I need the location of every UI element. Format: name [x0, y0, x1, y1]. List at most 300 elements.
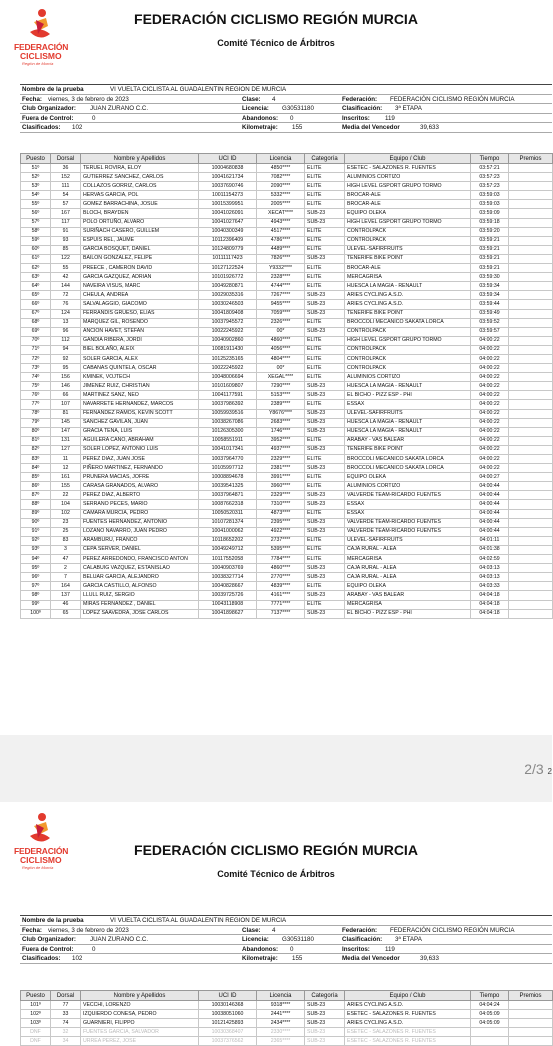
cell-premios	[509, 573, 553, 582]
cell-equipo: HUESCA LA MAGIA - RENAULT	[345, 427, 471, 436]
cell-puesto: 89º	[21, 509, 51, 518]
cell-nombre: FUENTES HERNANDEZ, ANTONIO	[81, 518, 199, 527]
cell-uci-id: 10050520311	[199, 509, 257, 518]
cell-equipo: VALVERDE TEAM-RICARDO FUENTES	[345, 491, 471, 500]
cell-licencia: 00*	[257, 327, 305, 336]
cell-categoria: ELITE	[305, 200, 345, 209]
cell-uci-id: 10041026091	[199, 209, 257, 218]
cell-nombre: NAVARRETE HERNANDEZ, MARCOS	[81, 400, 199, 409]
cell-categoria: ELITE	[305, 600, 345, 609]
cell-licencia: 4873****	[257, 509, 305, 518]
cell-premios	[509, 555, 553, 564]
cell-equipo: ESSAX	[345, 509, 471, 518]
table-row	[21, 336, 553, 345]
cell-puesto: 74º	[21, 373, 51, 382]
cell-categoria: ELITE	[305, 236, 345, 245]
cell-equipo: ESETEC - SALAZONES R. FUENTES	[345, 1028, 471, 1037]
cell-equipo: CONTROLPACK	[345, 227, 471, 236]
cell-premios	[509, 373, 553, 382]
cell-categoria: SUB-23	[305, 209, 345, 218]
cell-nombre: GRACIA TENA, LUIS	[81, 427, 199, 436]
cell-uci-id: 10015399951	[199, 200, 257, 209]
col-uci-id: UCI ID	[199, 154, 257, 164]
zoom-value: 2	[547, 767, 552, 776]
document-subtitle: Comité Técnico de Árbitros	[217, 38, 335, 48]
table-row	[21, 445, 553, 454]
inscritos-label: Inscritos:	[342, 945, 370, 953]
fuera-control-label: Fuera de Control:	[22, 945, 74, 953]
cell-equipo: MERCAGRISA	[345, 555, 471, 564]
cell-categoria: SUB-23	[305, 609, 345, 618]
cell-nombre: CEPA SERVER, DANIEL	[81, 545, 199, 554]
cell-tiempo: 03:59:21	[471, 264, 509, 273]
cell-categoria: ELITE	[305, 245, 345, 254]
results-table	[20, 153, 553, 619]
col-dorsal: Dorsal	[51, 154, 81, 164]
cell-equipo: ARIES CYCLING A.S.D.	[345, 1001, 471, 1010]
table-row	[21, 473, 553, 482]
cell-uci-id: 10037964871	[199, 491, 257, 500]
cell-nombre: CARASA GRANADOS, ALVARO	[81, 482, 199, 491]
cell-categoria: ELITE	[305, 345, 345, 354]
cell-equipo: BROCCOLI MECANICO SAKATA LORCA	[345, 464, 471, 473]
cell-uci-id: 10037945572	[199, 318, 257, 327]
cell-equipo: EQUIPO OLEKA	[345, 582, 471, 591]
table-row	[21, 1028, 553, 1037]
cell-licencia: 4489****	[257, 245, 305, 254]
cell-dorsal: 77	[51, 1001, 81, 1010]
cell-tiempo: 04:05:09	[471, 1019, 509, 1028]
cell-dorsal: 76	[51, 300, 81, 309]
cell-premios	[509, 300, 553, 309]
cell-uci-id: 10030246503	[199, 300, 257, 309]
cell-uci-id: 10107281374	[199, 518, 257, 527]
clasificados-value: 102	[72, 124, 83, 132]
cell-equipo: EQUIPO OLEKA	[345, 473, 471, 482]
col-equipo: Equipo / Club	[345, 991, 471, 1001]
cell-tiempo: 03:59:49	[471, 309, 509, 318]
cell-tiempo: 04:00:44	[471, 500, 509, 509]
page-counter: 2/3	[524, 761, 544, 777]
table-row	[21, 209, 553, 218]
table-row	[21, 227, 553, 236]
cell-dorsal: 2	[51, 564, 81, 573]
table-row	[21, 309, 553, 318]
cell-puesto: 95º	[21, 564, 51, 573]
cell-tiempo: 04:03:13	[471, 564, 509, 573]
cell-tiempo: 03:57:23	[471, 173, 509, 182]
cell-premios	[509, 445, 553, 454]
cell-licencia: 2090****	[257, 182, 305, 191]
cell-nombre: SOLER GARCIA, ALEX	[81, 354, 199, 363]
col-categoria: Categoría	[305, 991, 345, 1001]
cell-uci-id: 10004680838	[199, 164, 257, 173]
cell-nombre: TERUEL ROVIRA, ELOY	[81, 164, 199, 173]
table-row	[21, 518, 553, 527]
table-row	[21, 509, 553, 518]
cell-equipo: ALUMINIOS CORTIZO	[345, 173, 471, 182]
cell-uci-id: 10081911430	[199, 345, 257, 354]
table-row	[21, 1019, 553, 1028]
cell-dorsal: 74	[51, 1019, 81, 1028]
cell-dorsal: 72	[51, 291, 81, 300]
cell-uci-id: 10038327714	[199, 573, 257, 582]
cell-puesto: 61º	[21, 254, 51, 263]
cell-categoria: SUB-23	[305, 409, 345, 418]
cell-dorsal: 7	[51, 573, 81, 582]
cell-equipo: BROCCOLI MECANICO SAKATA LORCA	[345, 455, 471, 464]
cell-tiempo: 04:05:09	[471, 1010, 509, 1019]
cell-nombre: IZQUIERDO CONESA, PEDRO	[81, 1010, 199, 1019]
cell-tiempo: 03:57:23	[471, 182, 509, 191]
table-row	[21, 164, 553, 173]
abandonos-value: 0	[290, 114, 294, 122]
cell-uci-id: 10041000062	[199, 527, 257, 536]
table-row	[21, 218, 553, 227]
cell-uci-id: 10041621734	[199, 173, 257, 182]
cell-tiempo: 04:01:11	[471, 536, 509, 545]
cell-puesto: 56º	[21, 209, 51, 218]
cell-categoria: SUB-23	[305, 464, 345, 473]
table-row	[21, 436, 553, 445]
clase-label: Clase:	[242, 95, 261, 103]
cell-premios	[509, 436, 553, 445]
media-value: 39,633	[420, 955, 439, 963]
table-row	[21, 555, 553, 564]
cell-tiempo: 04:00:22	[471, 382, 509, 391]
cell-equipo: ARABAY - VAS BALEAR	[345, 436, 471, 445]
cell-licencia: 2683****	[257, 418, 305, 427]
cell-uci-id: 10041017341	[199, 445, 257, 454]
cell-equipo: ESETEC - SALAZONES R. FUENTES	[345, 164, 471, 173]
cell-tiempo: 04:00:22	[471, 354, 509, 363]
cell-premios	[509, 164, 553, 173]
table-row	[21, 536, 553, 545]
cell-licencia: 4056****	[257, 345, 305, 354]
cell-premios	[509, 264, 553, 273]
cell-dorsal: 23	[51, 518, 81, 527]
fuera-control-value: 0	[92, 945, 96, 953]
cell-puesto: 60º	[21, 245, 51, 254]
cell-nombre: GOMEZ BARRACHINA, JOSUE	[81, 200, 199, 209]
logo-line-3: Región de Murcia	[22, 61, 54, 66]
fuera-control-label: Fuera de Control:	[22, 114, 74, 122]
cell-puesto: 78º	[21, 409, 51, 418]
cell-puesto: 70º	[21, 336, 51, 345]
cell-categoria: SUB-23	[305, 418, 345, 427]
logo-line-3: Región de Murcia	[22, 865, 54, 870]
cell-licencia: 7137****	[257, 609, 305, 618]
cell-nombre: CALABUIG VAZQUEZ, ESTANISLAO	[81, 564, 199, 573]
table-row	[21, 391, 553, 400]
logo-line-1: FEDERACIÓN	[14, 42, 69, 52]
cell-dorsal: 155	[51, 482, 81, 491]
cell-licencia: 2326****	[257, 318, 305, 327]
cell-uci-id: 10118652202	[199, 536, 257, 545]
cell-uci-id: 10117552058	[199, 555, 257, 564]
kilometraje-label: Kilometraje:	[242, 955, 278, 963]
cell-licencia: 7059****	[257, 309, 305, 318]
club-value: JUAN ZURANO C.C.	[90, 936, 149, 944]
cell-premios	[509, 318, 553, 327]
page-indicator	[524, 761, 552, 777]
cell-uci-id: 10037986392	[199, 400, 257, 409]
cell-premios	[509, 500, 553, 509]
cell-equipo: CONTROLPACK	[345, 236, 471, 245]
cell-categoria: SUB-23	[305, 500, 345, 509]
cell-dorsal: 47	[51, 555, 81, 564]
cell-premios	[509, 409, 553, 418]
cell-puesto: 84º	[21, 464, 51, 473]
cell-dorsal: 137	[51, 591, 81, 600]
cell-dorsal: 92	[51, 354, 81, 363]
cell-puesto: 77º	[21, 400, 51, 409]
cell-nombre: LOPEZ SAAVEDRA, JOSE CARLOS	[81, 609, 199, 618]
logo-line-1: FEDERACIÓN	[14, 846, 69, 856]
cell-dorsal: 145	[51, 418, 81, 427]
cell-puesto: DNF	[21, 1028, 51, 1037]
table-row	[21, 427, 553, 436]
cell-categoria: ELITE	[305, 436, 345, 445]
cell-tiempo: 04:04:24	[471, 1001, 509, 1010]
cell-uci-id: 10101926772	[199, 273, 257, 282]
cell-nombre: GANDIA RIBERA, JORDI	[81, 336, 199, 345]
table-row	[21, 364, 553, 373]
cyclist-logo-icon	[26, 812, 54, 846]
cell-puesto: 88º	[21, 500, 51, 509]
race-info-block	[20, 915, 552, 964]
cell-uci-id: 10126305300	[199, 427, 257, 436]
cell-equipo: ARABAY - VAS BALEAR	[345, 591, 471, 600]
cell-categoria: ELITE	[305, 173, 345, 182]
col-premios: Premios	[509, 991, 553, 1001]
cell-equipo: HUESCA LA MAGIA - RENAULT	[345, 282, 471, 291]
clase-label: Clase:	[242, 926, 261, 934]
prueba-value: VI VUELTA CICLISTA AL GUADALENTIN REGION DE MURCIA	[110, 86, 287, 93]
cell-dorsal: 111	[51, 182, 81, 191]
cell-licencia: 7826****	[257, 254, 305, 263]
cell-premios	[509, 282, 553, 291]
cell-premios	[509, 1010, 553, 1019]
cell-tiempo: 04:00:22	[471, 373, 509, 382]
cell-nombre: MARTINEZ SANZ, NEO	[81, 391, 199, 400]
cell-nombre: VECCHI, LORENZO	[81, 1001, 199, 1010]
cell-categoria: SUB-23	[305, 564, 345, 573]
table-row	[21, 527, 553, 536]
cell-uci-id: 10022245922	[199, 364, 257, 373]
cell-puesto: 58º	[21, 227, 51, 236]
cell-tiempo: 04:04:18	[471, 600, 509, 609]
cell-dorsal: 167	[51, 209, 81, 218]
cell-uci-id: 10124809779	[199, 245, 257, 254]
cell-puesto: 73º	[21, 364, 51, 373]
cell-uci-id: 10041809408	[199, 309, 257, 318]
cell-premios	[509, 254, 553, 263]
cell-premios	[509, 382, 553, 391]
cell-puesto: 66º	[21, 300, 51, 309]
cell-tiempo: 04:00:22	[471, 400, 509, 409]
cell-tiempo: 03:59:57	[471, 327, 509, 336]
cell-nombre: GUTIERREZ SANCHEZ, CARLOS	[81, 173, 199, 182]
cell-premios	[509, 600, 553, 609]
cell-premios	[509, 236, 553, 245]
inscritos-value: 119	[385, 114, 395, 122]
cell-premios	[509, 273, 553, 282]
col-nombre: Nombre y Apellidos	[81, 154, 199, 164]
cell-licencia: 3991****	[257, 473, 305, 482]
club-value: JUAN ZURANO C.C.	[90, 105, 149, 113]
cell-dorsal: 122	[51, 254, 81, 263]
cell-premios	[509, 1019, 553, 1028]
cell-nombre: GUARNIERI, FILIPPO	[81, 1019, 199, 1028]
cell-categoria: SUB-23	[305, 527, 345, 536]
cell-tiempo: 04:00:22	[471, 427, 509, 436]
cell-categoria: ELITE	[305, 364, 345, 373]
cell-uci-id: 10049249712	[199, 545, 257, 554]
cell-premios	[509, 1001, 553, 1010]
cell-dorsal: 57	[51, 200, 81, 209]
cell-licencia: 4839****	[257, 582, 305, 591]
cell-dorsal: 3	[51, 545, 81, 554]
cell-dorsal: 147	[51, 427, 81, 436]
cell-premios	[509, 173, 553, 182]
cell-tiempo: 04:00:44	[471, 491, 509, 500]
cell-puesto: 90º	[21, 518, 51, 527]
cell-nombre: PEREZ DIAZ, JUAN JOSE	[81, 455, 199, 464]
document-title: FEDERACIÓN CICLISMO REGIÓN MURCIA	[134, 842, 418, 858]
cell-categoria: ELITE	[305, 318, 345, 327]
cell-puesto: 69º	[21, 327, 51, 336]
cell-dorsal: 65	[51, 609, 81, 618]
kilometraje-label: Kilometraje:	[242, 124, 278, 132]
federacion-value: FEDERACIÓN CICLISMO REGIÓN MURCIA	[390, 95, 515, 103]
cell-tiempo: 03:59:34	[471, 291, 509, 300]
cell-tiempo: 03:59:03	[471, 200, 509, 209]
clase-value: 4	[272, 926, 276, 934]
fecha-value: viernes, 3 de febrero de 2023	[48, 926, 129, 934]
table-row	[21, 591, 553, 600]
cell-equipo: VALVERDE TEAM-RICARDO FUENTES	[345, 518, 471, 527]
cell-puesto: 97º	[21, 582, 51, 591]
clasificados-value: 102	[72, 955, 83, 963]
cell-licencia: 4860****	[257, 336, 305, 345]
cell-uci-id: 10040300349	[199, 227, 257, 236]
licencia-label: Licencia:	[242, 936, 269, 944]
cell-nombre: ESPUIS REL, JAUME	[81, 236, 199, 245]
prueba-value: VI VUELTA CICLISTA AL GUADALENTIN REGION DE MURCIA	[110, 917, 287, 924]
table-row	[21, 491, 553, 500]
cell-tiempo: 04:00:44	[471, 482, 509, 491]
cell-categoria: SUB-23	[305, 382, 345, 391]
cell-uci-id: 10008894678	[199, 473, 257, 482]
cell-uci-id: 10030368407	[199, 1028, 257, 1037]
cell-premios	[509, 209, 553, 218]
cell-licencia: 7082****	[257, 173, 305, 182]
cell-uci-id: 10059939516	[199, 409, 257, 418]
cell-equipo: ESSAX	[345, 400, 471, 409]
table-row	[21, 254, 553, 263]
cell-nombre: MIRAS FERNANDEZ , DANIEL	[81, 600, 199, 609]
cell-uci-id: 10037964770	[199, 455, 257, 464]
table-row	[21, 327, 553, 336]
fecha-label: Fecha:	[22, 95, 42, 103]
table-row	[21, 300, 553, 309]
cell-equipo: CAJA RURAL - ALEA	[345, 564, 471, 573]
cell-categoria: ELITE	[305, 227, 345, 236]
cell-categoria: SUB-23	[305, 518, 345, 527]
cell-nombre: BIEL BOLAÑO, ALEIX	[81, 345, 199, 354]
cell-nombre: PEREZ ARREDONDO, FRANCISCO ANTON	[81, 555, 199, 564]
cell-equipo: ESSAX	[345, 500, 471, 509]
cell-puesto: 81º	[21, 436, 51, 445]
cell-puesto: 93º	[21, 545, 51, 554]
cell-categoria: ELITE	[305, 273, 345, 282]
cell-categoria: SUB-23	[305, 427, 345, 436]
cell-tiempo	[471, 1028, 509, 1037]
cell-nombre: GARCIA BOSQUET, DANIEL	[81, 245, 199, 254]
cell-licencia: 2434****	[257, 1019, 305, 1028]
table-row	[21, 455, 553, 464]
cell-equipo: EQUIPO OLEKA	[345, 209, 471, 218]
cell-nombre: MARQUEZ GIL, ROSENDO	[81, 318, 199, 327]
cell-categoria: ELITE	[305, 473, 345, 482]
cell-nombre: CABANAS QUINTELA, OSCAR	[81, 364, 199, 373]
cell-dorsal: 36	[51, 164, 81, 173]
cell-categoria: SUB-23	[305, 291, 345, 300]
cell-puesto: 82º	[21, 445, 51, 454]
licencia-label: Licencia:	[242, 105, 269, 113]
cell-dorsal: 55	[51, 264, 81, 273]
cell-premios	[509, 227, 553, 236]
table-row	[21, 264, 553, 273]
cell-licencia: 2329****	[257, 491, 305, 500]
table-row	[21, 245, 553, 254]
cell-uci-id: 10030146368	[199, 1001, 257, 1010]
cell-equipo: MERCAGRISA	[345, 600, 471, 609]
cell-nombre: POLO ORTUÑO, ALVARO	[81, 218, 199, 227]
cell-licencia: 4786****	[257, 236, 305, 245]
cell-premios	[509, 200, 553, 209]
cell-premios	[509, 182, 553, 191]
cell-categoria: SUB-23	[305, 327, 345, 336]
cell-uci-id: 10029035316	[199, 291, 257, 300]
cell-dorsal: 34	[51, 1037, 81, 1046]
cell-categoria: SUB-23	[305, 1028, 345, 1037]
cell-equipo: ULEVEL-SAFIRFRUITS	[345, 536, 471, 545]
cell-dorsal: 93	[51, 236, 81, 245]
cell-puesto: 71º	[21, 345, 51, 354]
cell-puesto: DNF	[21, 1037, 51, 1046]
clasificacion-value: 3ª ETAPA	[395, 105, 422, 113]
cell-nombre: CHEULA, ANDREA	[81, 291, 199, 300]
table-row	[21, 409, 553, 418]
cell-dorsal: 54	[51, 191, 81, 200]
cell-uci-id: 10058551911	[199, 436, 257, 445]
cell-tiempo: 03:59:44	[471, 300, 509, 309]
table-row	[21, 1010, 553, 1019]
cell-dorsal: 46	[51, 600, 81, 609]
cell-equipo: ARIES CYCLING A.S.D.	[345, 291, 471, 300]
cell-puesto: 96º	[21, 573, 51, 582]
cell-equipo: MERCAGRISA	[345, 273, 471, 282]
cell-puesto: 101º	[21, 1001, 51, 1010]
cell-equipo: VALVERDE TEAM-RICARDO FUENTES	[345, 527, 471, 536]
cell-dorsal: 131	[51, 436, 81, 445]
cell-nombre: LLULL RUIZ, SERGIO	[81, 591, 199, 600]
cell-equipo: EL BICHO - PIZZ ESP - PHI	[345, 609, 471, 618]
cell-equipo: ULEVEL-SAFIRFRUITS	[345, 409, 471, 418]
table-row	[21, 200, 553, 209]
